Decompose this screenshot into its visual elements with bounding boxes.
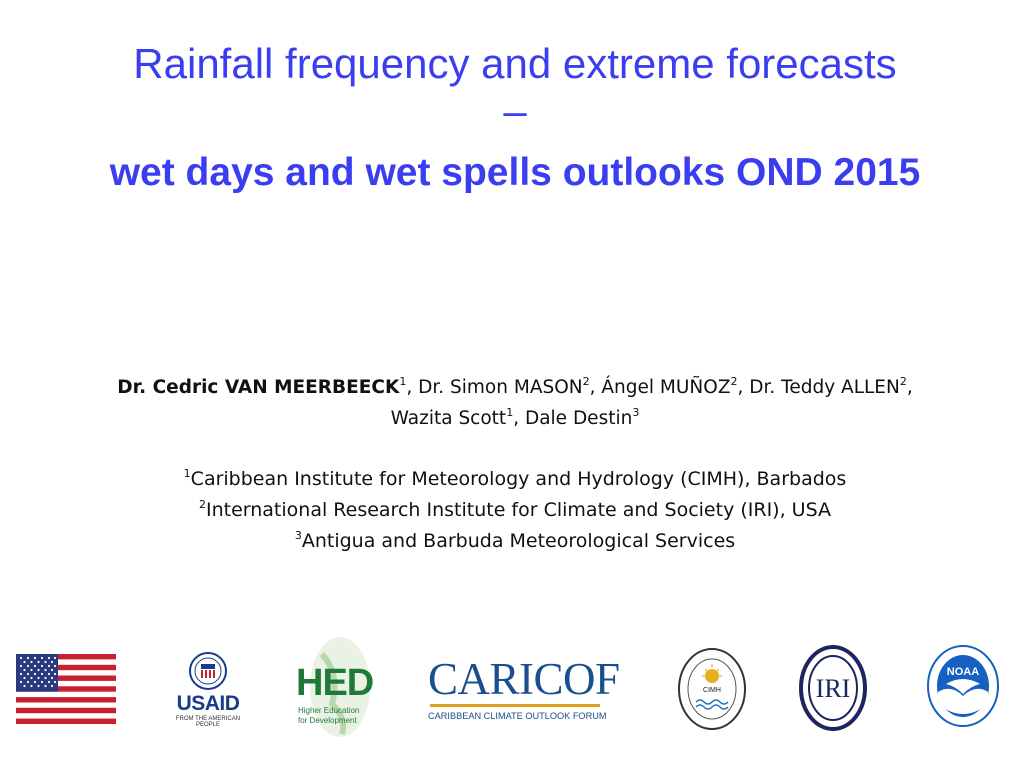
affil-text: Antigua and Barbuda Meteorological Services — [301, 530, 736, 552]
separator: , — [737, 377, 750, 398]
author-affil-marker: 1 — [399, 374, 407, 388]
author-affil-marker: 1 — [506, 405, 514, 419]
author-list — [40, 372, 990, 434]
author-affil-marker: 3 — [632, 405, 640, 419]
author-name: Dale Destin — [524, 408, 633, 429]
author-name: Ángel MUÑOZ — [601, 377, 731, 398]
affil-text: International Research Institute for Climate and Society (IRI), USA — [205, 499, 831, 521]
usaid-seal-icon — [168, 650, 248, 692]
usaid-wordmark: USAID — [176, 692, 240, 715]
us-flag-logo — [16, 654, 116, 724]
hed-wordmark: HED — [296, 662, 374, 704]
hed-logo — [292, 634, 372, 740]
affil-marker: 1 — [183, 466, 191, 480]
hed-tagline-1: Higher Education — [298, 706, 360, 715]
caricof-underline — [430, 704, 600, 707]
affiliation-item — [40, 464, 990, 495]
usaid-logo — [168, 650, 248, 730]
author-name: Dr. Cedric VAN MEERBEECK — [117, 377, 400, 398]
iri-wordmark: IRI — [815, 674, 851, 703]
title-line-2: wet days and wet spells outlooks OND 2015 — [109, 151, 921, 194]
iri-logo — [798, 644, 868, 732]
caricof-tagline: CARIBBEAN CLIMATE OUTLOOK FORUM — [428, 711, 607, 721]
cimh-wordmark: CIMH — [703, 687, 721, 694]
author-affil-marker: 2 — [582, 374, 590, 388]
separator: , — [906, 377, 913, 398]
title-dash: – — [503, 87, 527, 134]
author-affil-marker: 2 — [899, 374, 907, 388]
caricof-logo — [428, 654, 620, 724]
separator: , — [406, 377, 419, 398]
affil-marker: 3 — [294, 528, 302, 542]
separator: , — [589, 377, 602, 398]
affil-marker: 2 — [198, 497, 206, 511]
author-name: Dr. Teddy ALLEN — [749, 377, 900, 398]
separator: , — [513, 408, 525, 429]
affiliation-item — [40, 526, 990, 557]
author-line-2 — [40, 403, 990, 434]
affiliation-list — [40, 464, 990, 557]
cimh-logo — [676, 646, 748, 732]
author-affil-marker: 2 — [730, 374, 738, 388]
affil-text: Caribbean Institute for Meteorology and Hydrology (CIMH), Barbados — [190, 468, 847, 490]
author-name: Dr. Simon MASON — [418, 377, 583, 398]
noaa-wordmark: NOAA — [946, 666, 980, 678]
hed-tagline-2: for Development — [298, 716, 357, 725]
noaa-logo — [926, 644, 1000, 728]
title-line-1: Rainfall frequency and extreme forecasts — [133, 40, 897, 87]
author-line-1 — [40, 372, 990, 403]
usaid-tagline: FROM THE AMERICAN PEOPLE — [175, 716, 241, 728]
author-name: Wazita Scott — [390, 408, 507, 429]
affiliation-item — [40, 495, 990, 526]
caricof-wordmark: CARICOF — [428, 654, 620, 704]
noaa-seal-icon — [926, 644, 1000, 728]
